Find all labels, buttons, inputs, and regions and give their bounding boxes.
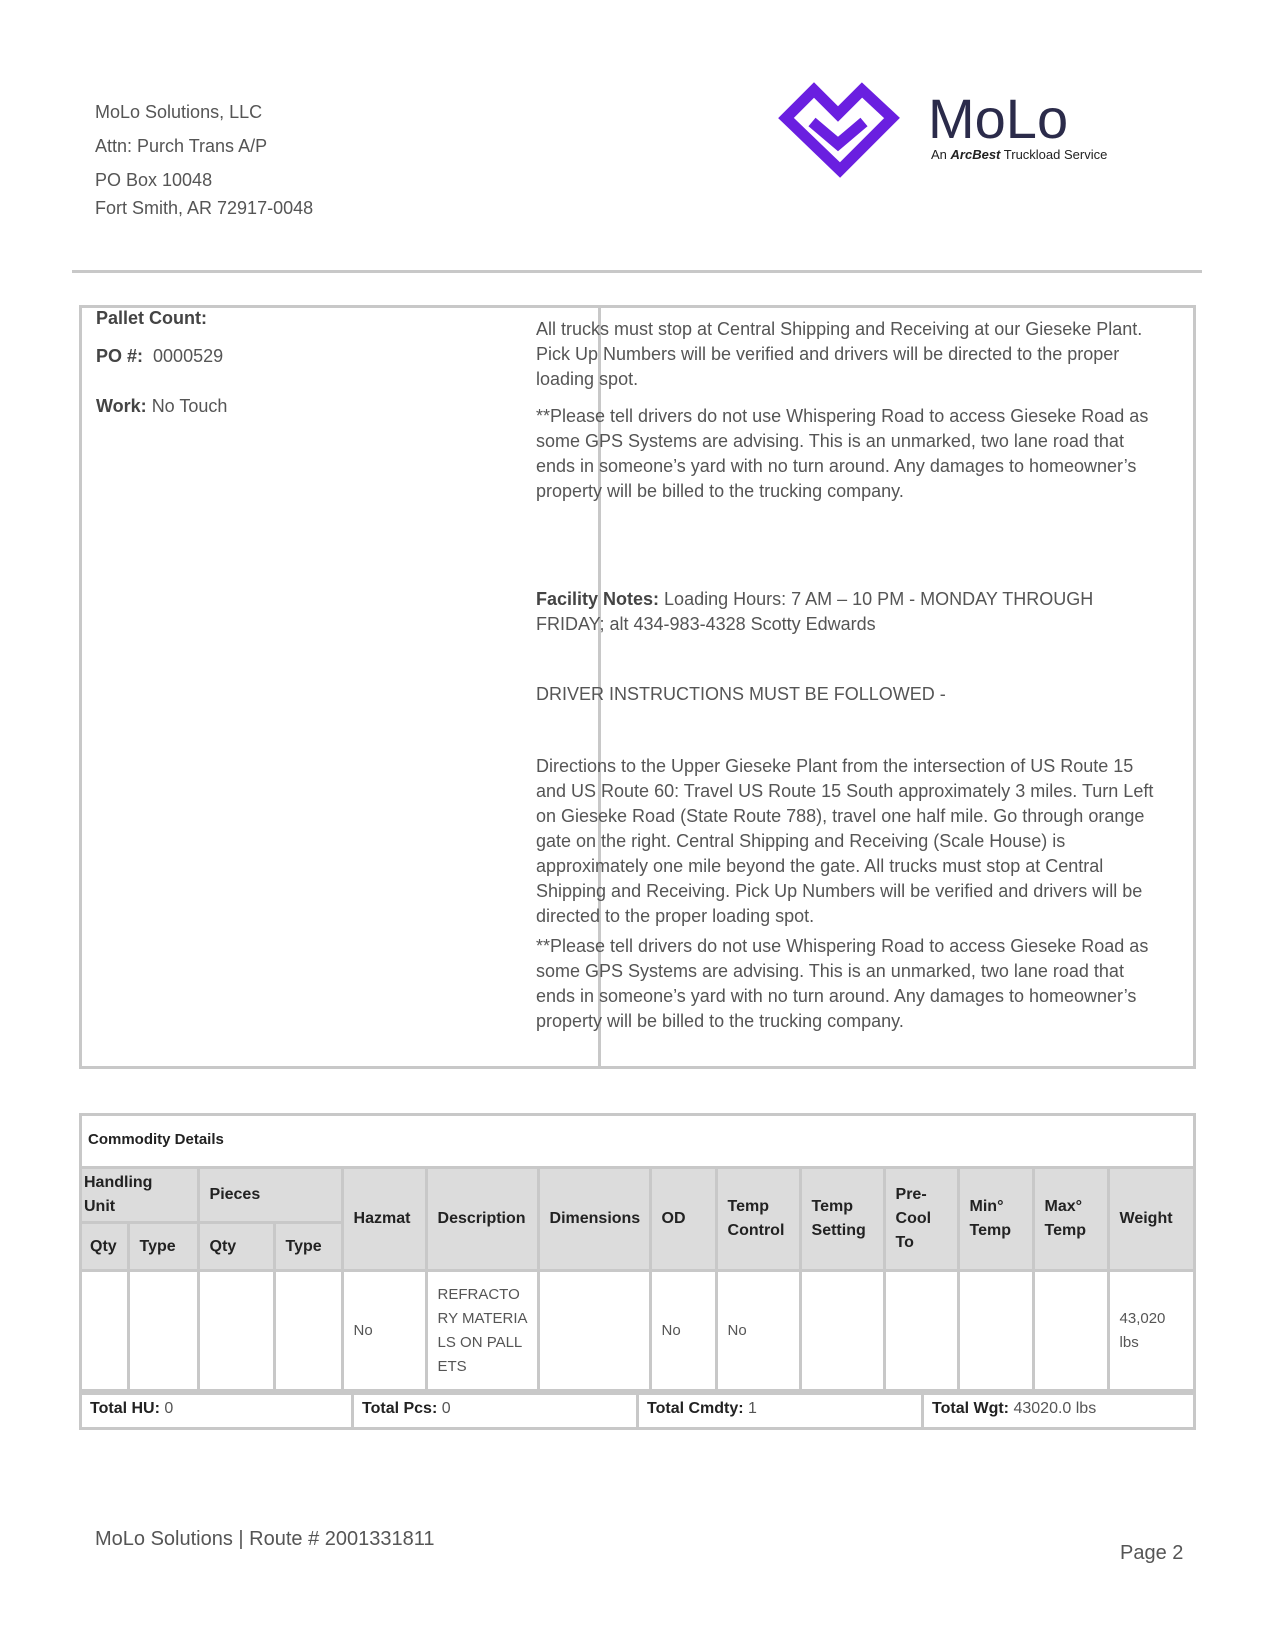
commodity-details-title: Commodity Details <box>82 1116 1193 1169</box>
hazmat-header: Hazmat <box>342 1169 426 1271</box>
od-header: OD <box>650 1169 716 1271</box>
total-hu: Total HU: 0 <box>82 1395 354 1427</box>
svg-text:An ArcBest Truckload S: An ArcBest Truckload Service <box>931 147 1108 162</box>
molo-logo <box>778 82 1158 182</box>
pickup-instructions: All trucks must stop at Central Shipping and Receiving at our Gieseke Plant. Pick Up Numbers will be verified and drivers will be directed to the proper loading spot. <box>536 319 1143 389</box>
total-pieces: Total Pcs: 0 <box>354 1395 639 1427</box>
pre-cool-cell <box>884 1271 958 1391</box>
pre-cool-header: Pre-Cool To <box>884 1169 958 1271</box>
hu-qty-header: Qty <box>82 1223 128 1271</box>
work-value: No Touch <box>151 396 228 416</box>
total-weight: Total Wgt: 43020.0 lbs <box>932 1400 1097 1417</box>
max-temp-header: Max° Temp <box>1033 1169 1108 1271</box>
directions-text: Directions to the Upper Gieseke Plant from the intersection of US Route 15 and US Route 60: Travel US Route 15 South approximately 3 miles. Turn Left on Gieseke Road (State Route 788), travel one half mile. Go through orange gate on the right. Central Shipping and Receiving (Scale House) is approximately one mile beyond the gate. All trucks must stop at Central Shipping and Receiving. Pick Up Numbers will be verified and drivers will be directed to the proper loading spot. <box>536 756 1154 926</box>
po-number-field: PO #: 0000529 <box>96 346 224 366</box>
commodity-table <box>82 1169 1193 1392</box>
pieces-qty-cell <box>198 1271 274 1391</box>
company-name: MoLo Solutions, LLC <box>95 102 263 122</box>
city-state-zip: Fort Smith, AR 72917-0048 <box>95 198 314 218</box>
commodity-totals <box>82 1392 1193 1427</box>
commodity-details <box>79 1113 1196 1430</box>
po-number-value: 0000529 <box>153 346 224 366</box>
pieces-qty-header: Qty <box>198 1223 274 1271</box>
temp-control-cell: No <box>716 1271 800 1391</box>
hu-qty-cell <box>82 1271 128 1391</box>
pallet-count-field: Pallet Count: <box>96 308 207 328</box>
hu-type-header: Type <box>128 1223 198 1271</box>
max-temp-cell <box>1033 1271 1108 1391</box>
description-header: Description <box>426 1169 538 1271</box>
pieces-header: Pieces <box>198 1169 342 1223</box>
po-box: PO Box 10048 <box>95 170 213 190</box>
pieces-type-cell <box>274 1271 342 1391</box>
description-cell: REFRACTORY MATERIALS ON PALLETS <box>426 1271 538 1391</box>
work-field: Work: No Touch <box>96 396 228 416</box>
hu-type-cell <box>128 1271 198 1391</box>
min-temp-cell <box>958 1271 1033 1391</box>
road-warning-note-repeat: **Please tell drivers do not use Whispering Road to access Gieseke Road as some GPS Systems are advising. This is an unmarked, two lane road that ends in someone’s yard with no turn around. Any damages to homeowner’s property will be billed to the trucking company. <box>536 936 1149 1031</box>
attention-line: Attn: Purch Trans A/P <box>95 136 268 156</box>
page-number: Page 2 <box>1120 1542 1184 1564</box>
handling-unit-header: Handling Unit <box>82 1169 198 1223</box>
driver-instructions-heading: DRIVER INSTRUCTIONS MUST BE FOLLOWED - <box>536 684 946 704</box>
dimensions-header: Dimensions <box>538 1169 650 1271</box>
weight-cell: 43,020 lbs <box>1108 1271 1193 1391</box>
table-row <box>82 1271 1193 1391</box>
molo-mark-icon <box>786 90 892 170</box>
temp-setting-header: Temp Setting <box>800 1169 884 1271</box>
pieces-type-header: Type <box>274 1223 342 1271</box>
total-commodity: Total Cmdty: 1 <box>639 1395 924 1427</box>
facility-notes: Facility Notes: Loading Hours: 7 AM – 10 PM - MONDAY THROUGH FRIDAY; alt 434-983-4328 Scotty Edwards <box>536 589 1094 634</box>
min-temp-header: Min° Temp <box>958 1169 1033 1271</box>
header-divider <box>72 270 1202 273</box>
hazmat-cell: No <box>342 1271 426 1391</box>
logo-wordmark: MoLo <box>928 87 1069 150</box>
temp-setting-cell <box>800 1271 884 1391</box>
od-cell: No <box>650 1271 716 1391</box>
weight-header: Weight <box>1108 1169 1193 1271</box>
road-warning-note: **Please tell drivers do not use Whispering Road to access Gieseke Road as some GPS Systems are advising. This is an unmarked, two lane road that ends in someone’s yard with no turn around. Any damages to homeowner’s property will be billed to the trucking company. <box>536 406 1149 501</box>
order-notes-panel <box>79 305 1196 1069</box>
temp-control-header: Temp Control <box>716 1169 800 1271</box>
footer-route: MoLo Solutions | Route # 2001331811 <box>95 1528 435 1550</box>
dimensions-cell <box>538 1271 650 1391</box>
